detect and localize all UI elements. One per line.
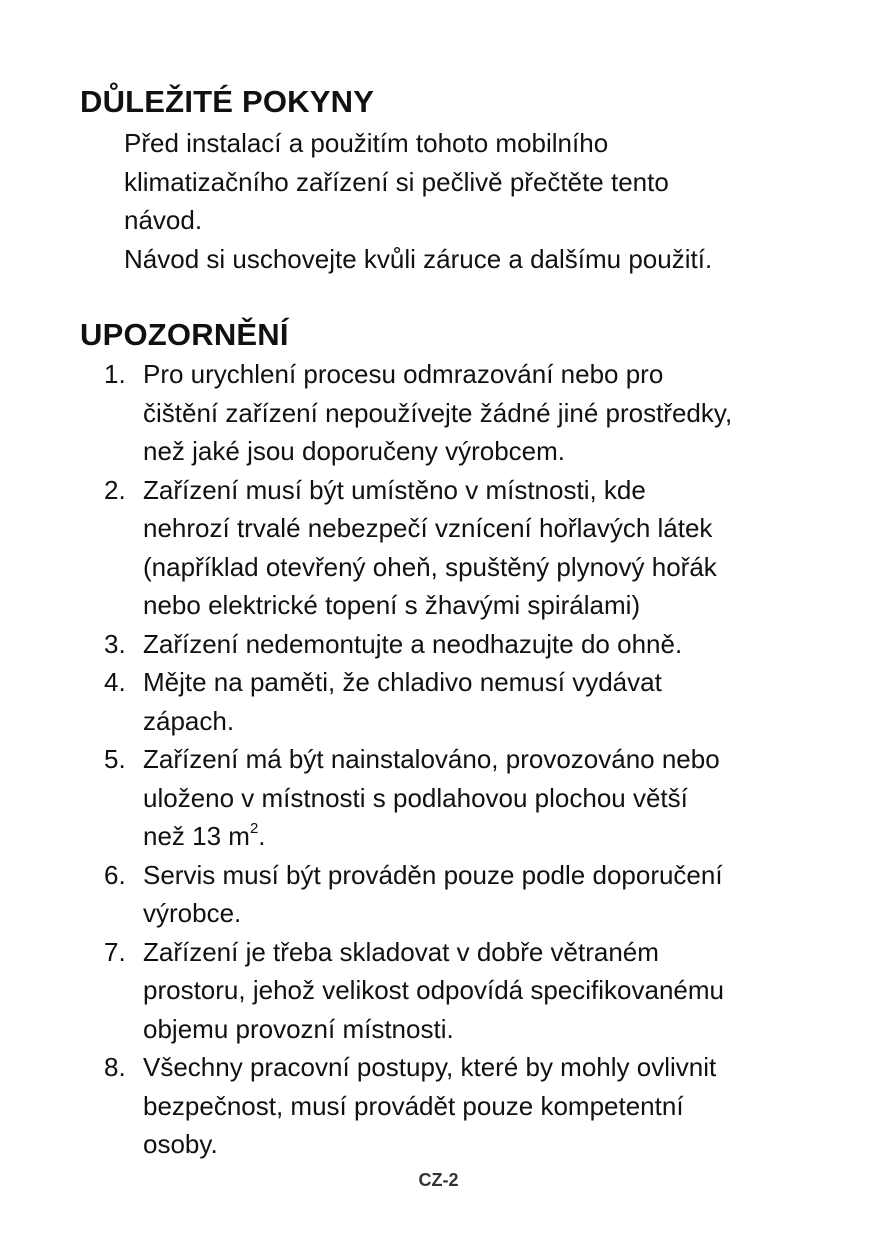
list-item-line: než jaké jsou doporučeny výrobcem. (143, 436, 566, 466)
list-item-number: 8. (104, 1052, 126, 1082)
list-item-line: Pro urychlení procesu odmrazování nebo pro (143, 359, 664, 389)
intro-line: návod. (124, 205, 203, 235)
list-item-line: Mějte na paměti, že chladivo nemusí vydávat (143, 667, 662, 697)
intro-line: klimatizačního zařízení si pečlivě přečtěte tento (124, 166, 669, 197)
list-item (104, 1048, 844, 1164)
list-item-number: 7. (104, 936, 126, 967)
warning-list (104, 355, 844, 1164)
list-item-line: výrobce. (143, 898, 242, 928)
list-item-line: nebo elektrické topení s žhavými spirálami) (143, 590, 641, 620)
superscript-exponent: 2 (249, 820, 259, 837)
intro-line: Návod si uschovejte kvůli záruce a dalšímu použití. (124, 243, 713, 274)
list-item (104, 355, 844, 471)
list-item-number: 6. (104, 859, 126, 890)
intro-line: Před instalací a použitím tohoto mobilního (124, 128, 609, 158)
list-item-line: osoby. (143, 1129, 218, 1159)
list-item-line: Zařízení je třeba skladovat v dobře větraném (143, 936, 659, 967)
page-number: CZ-2 (418, 1170, 459, 1190)
list-item-line: čištění zařízení nepoužívejte žádné jiné prostředky, (143, 397, 733, 428)
list-item (104, 856, 844, 933)
list-item (104, 933, 844, 1049)
area-text: než 13 m (143, 821, 250, 851)
area-period: . (258, 821, 266, 851)
list-item-line: Servis musí být prováděn pouze podle doporučení (143, 859, 723, 890)
list-item-line-area (143, 817, 844, 856)
section-title-warning: UPOZORNĚNÍ (80, 317, 289, 352)
list-item-line: Všechny pracovní postupy, které by mohly ovlivnit (143, 1052, 717, 1082)
section-title-important-instructions: DŮLEŽITÉ POKYNY (80, 84, 375, 119)
list-item-number: 5. (104, 744, 126, 774)
list-item-number: 3. (104, 628, 126, 659)
list-item-number: 1. (104, 359, 126, 389)
list-item-line: uloženo v místnosti s podlahovou plochou větší (143, 782, 688, 813)
list-item-line: zápach. (143, 705, 235, 736)
list-item-line: objemu provozní místnosti. (143, 1013, 454, 1044)
list-item-line: nehrozí trvalé nebezpečí vznícení hořlavých látek (143, 513, 713, 543)
list-item (104, 625, 844, 664)
list-item-number: 2. (104, 474, 126, 505)
list-item (104, 740, 844, 856)
list-item-line: Zařízení nedemontujte a neodhazujte do ohně. (143, 628, 683, 659)
list-item-number: 4. (104, 667, 126, 697)
list-item (104, 471, 844, 625)
list-item-line: Zařízení má být nainstalováno, provozováno nebo (143, 744, 720, 774)
list-item-line: (například otevřený oheň, spuštěný plynový hořák (143, 551, 717, 582)
list-item-line: Zařízení musí být umístěno v místnosti, kde (143, 474, 646, 505)
list-item-line: bezpečnost, musí provádět pouze kompetentní (143, 1090, 684, 1121)
list-item-line: prostoru, jehož velikost odpovídá specifikovanému (143, 975, 724, 1005)
list-item (104, 663, 844, 740)
intro-paragraph (124, 124, 824, 278)
